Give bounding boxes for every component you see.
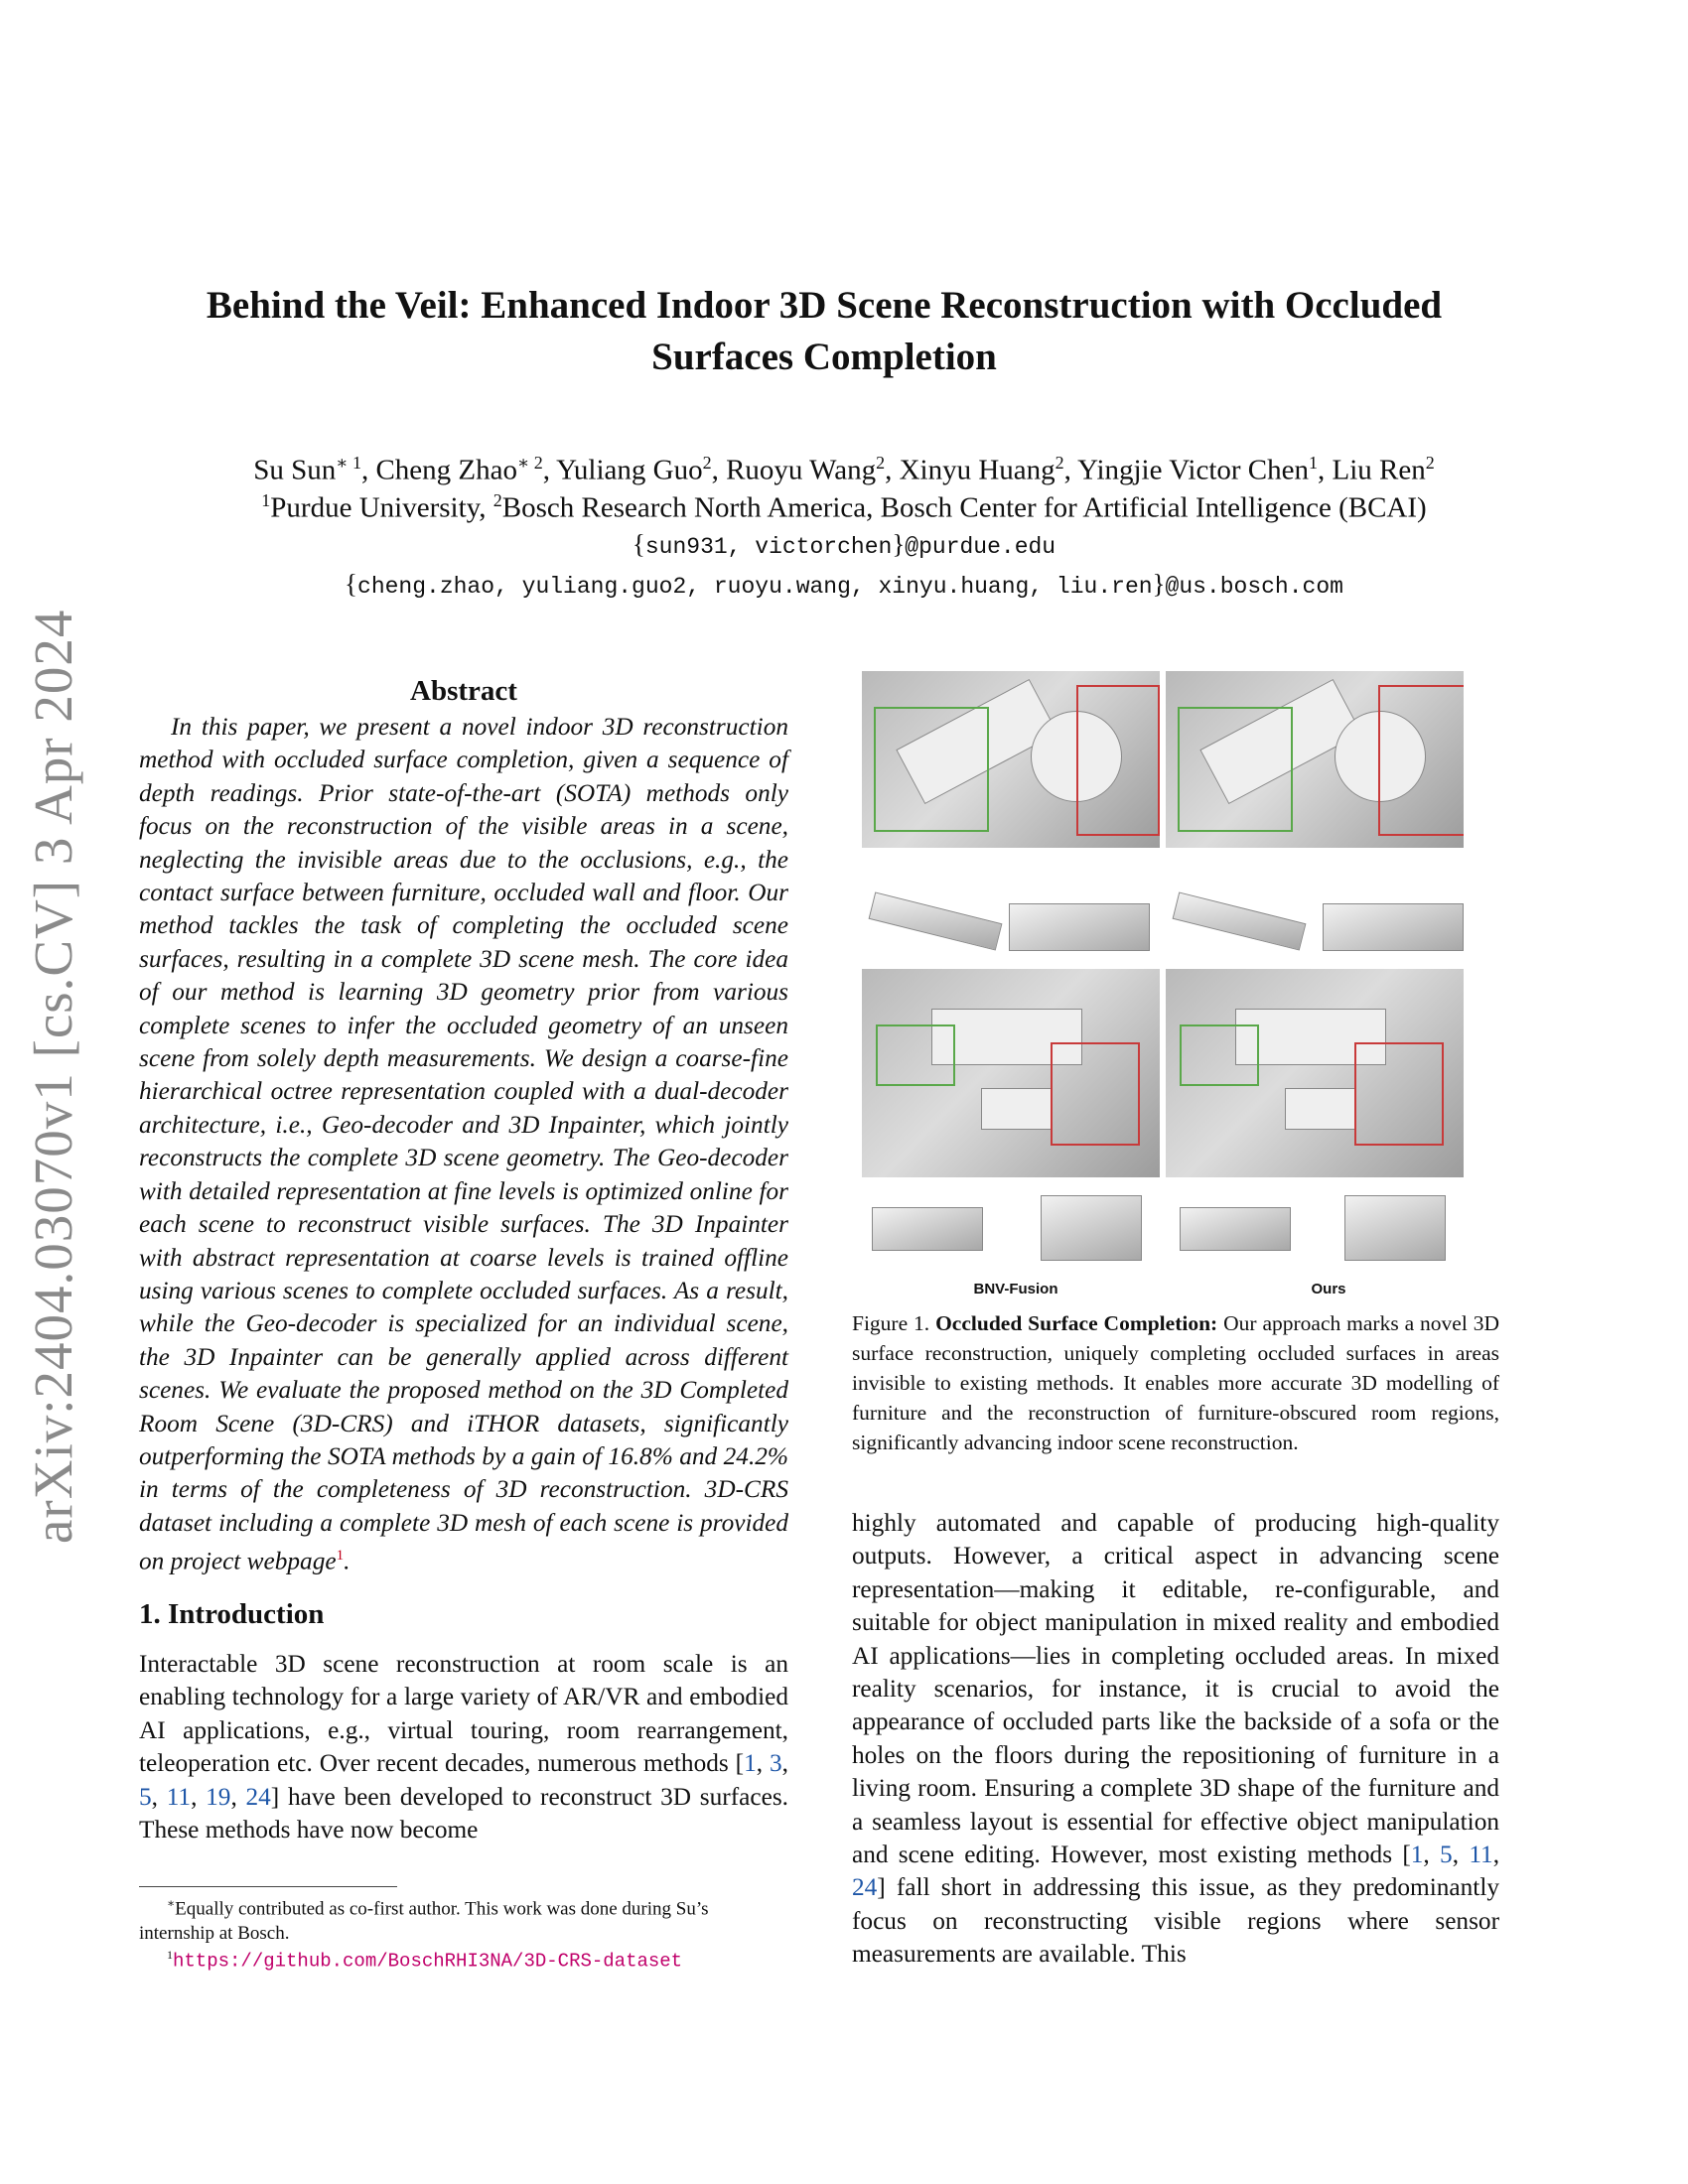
highlight-box-red xyxy=(1354,1042,1444,1146)
scene-render-ours-top xyxy=(1166,671,1464,848)
object-crop xyxy=(1009,903,1150,951)
figure-label-ours: Ours xyxy=(1311,1281,1346,1297)
citation-link[interactable]: 24 xyxy=(245,1782,271,1811)
left-column xyxy=(139,671,788,1846)
author-mark: 2 xyxy=(1055,453,1064,473)
citation-link[interactable]: 11 xyxy=(1469,1841,1493,1869)
citation-link[interactable]: 1 xyxy=(744,1749,757,1778)
intro-text: Interactable 3D scene reconstruction at room scale is an enabling technology for a large variety of AR/VR and embodied AI applications, e.g., virtual touring, room rearrangement, teleoperation etc. Over recent decades, numerous methods [ xyxy=(139,1649,788,1778)
footnote-mark: 1 xyxy=(167,1948,173,1962)
author-name: Su Sun xyxy=(253,454,337,486)
highlight-box-green xyxy=(876,1024,955,1086)
caption-bold: Occluded Surface Completion: xyxy=(935,1311,1218,1335)
highlight-box-green xyxy=(1180,1024,1259,1086)
intro-paragraph: Interactable 3D scene reconstruction at room scale is an enabling technology for a large variety of AR/VR and embodied AI applications, e.g., virtual touring, room rearrangement, teleoperation etc. Over recent decades, numerous methods [1, 3, 5, 11, 19, 24] have been developed to reconstruct 3D surfaces. These methods have now become xyxy=(139,1649,788,1844)
citation-link[interactable]: 5 xyxy=(1440,1841,1453,1869)
footnote xyxy=(139,1891,788,1946)
author-mark: ∗ 2 xyxy=(517,453,543,473)
intro-text: ] fall short in addressing this issue, as they predominantly focus on reconstructing visible regions where sensor measurements are available. This xyxy=(852,1873,1499,1969)
author-mark: 2 xyxy=(702,453,712,473)
dataset-url-link[interactable]: https://github.com/BoschRHI3NA/3D-CRS-dataset xyxy=(173,1950,683,1973)
footnote-link[interactable]: 1 xyxy=(336,1548,345,1565)
intro-paragraph-continued: highly automated and capable of producing high-quality outputs. However, a critical aspect in advancing scene representation—making it editable, re-configurable, and suitable for object manipulation in mixed reality and embodied AI applications—lies in completing occluded areas. In mixed reality scenarios, for instance, it is crucial to avoid the appearance of occluded parts like the backside of a sofa or the holes on the floors during the repositioning of furniture in a living room. Ensuring a complete 3D shape of the furniture and a seamless layout is essential for effective object manipulation and scene editing. However, most existing methods [1, 5, 11, 24] fall short in addressing this issue, as they predominantly focus on reconstructing visible regions where sensor measurements are available. This xyxy=(852,1509,1500,1969)
author-mark: 1 xyxy=(1309,453,1319,473)
author-mark: 2 xyxy=(1425,453,1435,473)
caption-text: Our approach marks a novel 3D surface reconstruction, uniquely completing occluded surfaces in areas invisible to existing methods. It enables more accurate 3D modelling of furniture and the reconstruction of furniture-obscured room regions, significantly advancing indoor scene reconstruction. xyxy=(852,1311,1499,1454)
highlight-box-red xyxy=(1076,685,1160,836)
email-names: cheng.zhao, yuliang.guo2, ruoyu.wang, xinyu.huang, liu.ren xyxy=(357,574,1153,600)
object-crop xyxy=(1173,891,1307,950)
highlight-box-red xyxy=(1051,1042,1140,1146)
intro-text: highly automated and capable of producing high-quality outputs. However, a critical aspect in advancing scene representation—making it editable, re-configurable, and suitable for object manipulation in mixed reality and embodied AI applications—lies in completing occluded areas. In mixed reality scenarios, for instance, it is crucial to avoid the appearance of occluded parts like the backside of a sofa or the holes on the floors during the repositioning of furniture in a living room. Ensuring a complete 3D shape of the furniture and a seamless layout is essential for effective object manipulation and scene editing. However, most existing methods [ xyxy=(852,1509,1499,1869)
footnote xyxy=(139,1943,788,1974)
email-domain: @purdue.edu xyxy=(905,534,1056,560)
citation-link[interactable]: 11 xyxy=(166,1782,192,1811)
caption-prefix: Figure 1. xyxy=(852,1311,936,1335)
citation-link[interactable]: 19 xyxy=(206,1782,231,1811)
author-name: , Yingjie Victor Chen xyxy=(1063,454,1310,486)
footnote-mark: ∗ xyxy=(167,1896,176,1910)
affil-mark: 2 xyxy=(492,490,502,510)
abstract-body: In this paper, we present a novel indoor 3D reconstruction method with occluded surface completion, given a sequence of depth readings. Prior state-of-the-art (SOTA) methods only focus on the reconstruction of the visible areas in a scene, neglecting the invisible areas due to the occlusions, e.g., the contact surface between furniture, occluded wall and floor. Our method tackles the task of completing the occluded scene surfaces, resulting in a complete 3D scene mesh. The core idea of our method is learning 3D geometry prior from various complete scenes to infer the occluded geometry of an unseen scene from solely depth measurements. We design a coarse-fine hierarchical octree representation coupled with a dual-decoder architecture, i.e., Geo-decoder and 3D Inpainter, which jointly reconstructs the complete 3D scene geometry. The Geo-decoder with detailed representation at fine levels is optimized online for each scene to reconstruct visible surfaces. The 3D Inpainter with abstract representation at coarse levels is trained offline using various scenes to complete occluded surfaces. As a result, while the Geo-decoder is specialized for an individual scene, the 3D Inpainter can be generally applied across different scenes. We evaluate the proposed method on the 3D Completed Room Scene (3D-CRS) and iTHOR datasets, significantly outperforming the SOTA methods by a gain of 16.8% and 24.2% in terms of the completeness of 3D reconstruction. 3D-CRS dataset including a complete 3D mesh of each scene is provided on project webpage xyxy=(139,713,788,1575)
author-name: , Xinyu Huang xyxy=(885,454,1055,486)
object-crop xyxy=(872,1207,983,1251)
affiliations xyxy=(99,481,1589,527)
citation-link[interactable]: 24 xyxy=(852,1873,878,1902)
section-heading: 1. Introduction xyxy=(139,1597,325,1630)
author-name: , Cheng Zhao xyxy=(360,454,518,486)
figure-caption xyxy=(852,1308,1499,1457)
paper-title: Behind the Veil: Enhanced Indoor 3D Scene Reconstruction with Occluded Surfaces Completion xyxy=(206,284,1443,378)
affil-mark: 1 xyxy=(261,490,271,510)
object-crop xyxy=(1180,1207,1291,1251)
email-line-2: {cheng.zhao, yuliang.guo2, ruoyu.wang, xinyu.huang, liu.ren}@us.bosch.com xyxy=(345,569,1343,600)
author-mark: 2 xyxy=(876,453,886,473)
author-mark: ∗ 1 xyxy=(336,453,361,473)
footnote-divider xyxy=(139,1886,397,1887)
email-domain: @us.bosch.com xyxy=(1165,574,1343,600)
highlight-box-green xyxy=(1178,707,1293,832)
intro-text: ] have been developed to reconstruct 3D surfaces. These methods have now become xyxy=(139,1782,788,1844)
citation-link[interactable]: 1 xyxy=(1410,1841,1424,1869)
affil-text: Purdue University, xyxy=(270,491,493,524)
citation-link[interactable]: 5 xyxy=(139,1782,152,1811)
abstract-end: . xyxy=(344,1547,351,1575)
author-name: , Yuliang Guo xyxy=(542,454,703,486)
email-line-1: {sun931, victorchen}@purdue.edu xyxy=(632,529,1056,560)
scene-render-bnv-top xyxy=(862,671,1160,848)
scene-render-bnv-bottom xyxy=(862,969,1160,1177)
object-crop xyxy=(1323,903,1464,951)
figure-label-bnv-fusion: BNV-Fusion xyxy=(973,1281,1058,1297)
scene-render-ours-bottom xyxy=(1166,969,1464,1177)
object-crop xyxy=(1041,1195,1142,1261)
arxiv-stamp: arXiv:2404.03070v1 [cs.CV] 3 Apr 2024 xyxy=(23,609,83,1544)
object-crop xyxy=(1344,1195,1446,1261)
highlight-box-red xyxy=(1378,685,1464,836)
highlight-box-green xyxy=(874,707,989,832)
author-name: , Ruoyu Wang xyxy=(711,454,877,486)
author-name: , Liu Ren xyxy=(1318,454,1426,486)
abstract-text xyxy=(139,711,788,1578)
figure-1 xyxy=(862,671,1485,1306)
email-names: sun931, victorchen xyxy=(644,534,893,560)
object-crop xyxy=(869,891,1003,950)
abstract-heading: Abstract xyxy=(410,675,517,707)
affil-text: Bosch Research North America, Bosch Center for Artificial Intelligence (BCAI) xyxy=(501,491,1427,524)
footnote-text: Equally contributed as co-first author. This work was done during Su’s internship at Bosch. xyxy=(139,1898,709,1945)
citation-link[interactable]: 3 xyxy=(770,1749,782,1778)
